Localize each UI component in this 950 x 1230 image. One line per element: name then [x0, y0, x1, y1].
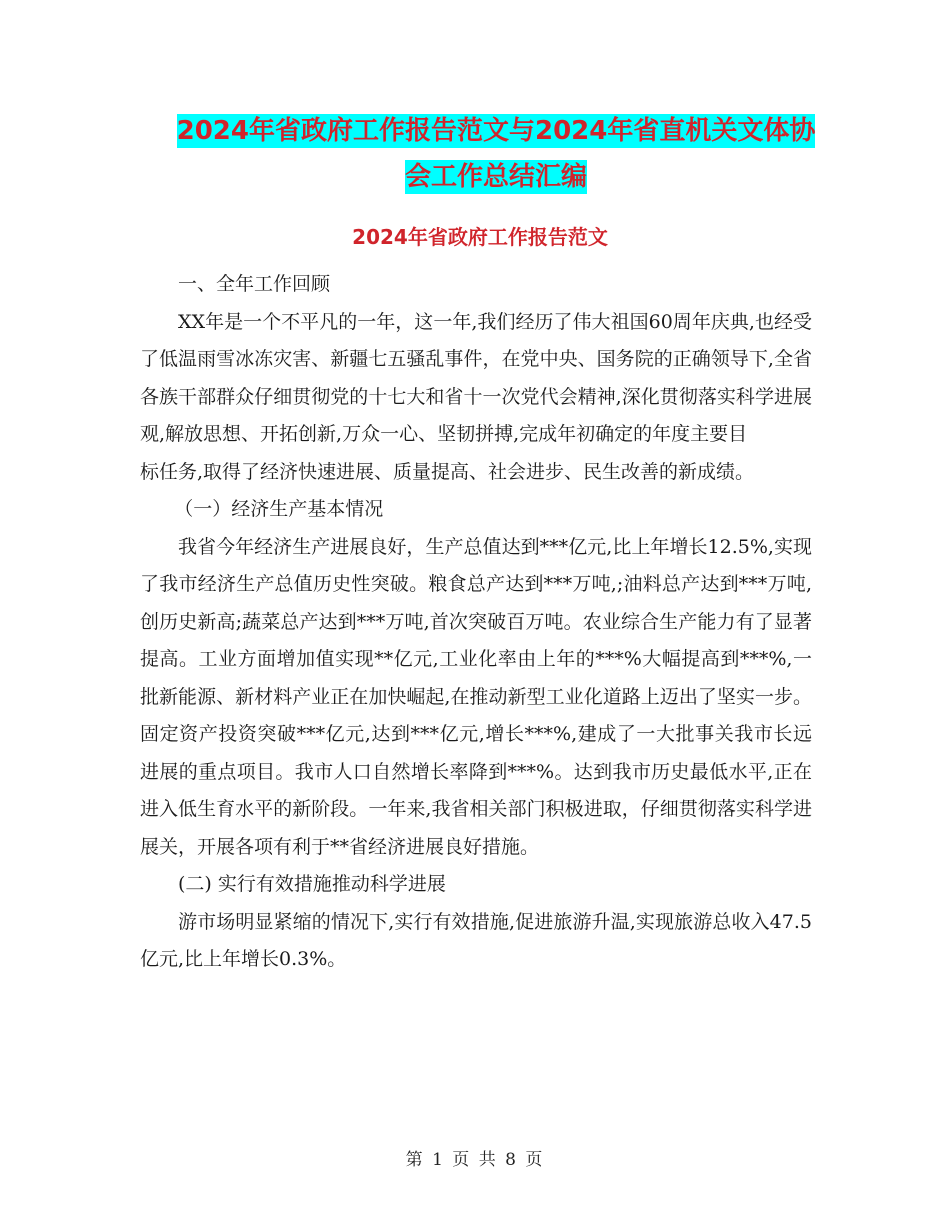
paragraph-intro-continued: 标任务,取得了经济快速进展、质量提高、社会进步、民生改善的新成绩。 — [140, 460, 755, 483]
section-title: 2024年省政府工作报告范文 — [352, 225, 608, 249]
document-title-line-2: 会工作总结汇编 — [404, 162, 587, 192]
document-body — [140, 266, 812, 979]
document-title-line-1: 2024年省政府工作报告范文与2024年省直机关文体协 — [176, 116, 816, 146]
heading-economic-situation: （一）经济生产基本情况 — [174, 498, 384, 520]
document-title — [140, 108, 852, 200]
heading-annual-review: 一、全年工作回顾 — [178, 273, 331, 295]
paragraph-intro: XX年是一个不平凡的一年，这一年,我们经历了伟大祖国60周年庆典,也经受了低温雨雪冰冻灾害、新疆七五骚乱事件，在党中央、国务院的正确领导下,全省各族干部群众仔细贯彻党的十七大和省十一次党代会精神,深化贯彻落实科学进展观,解放思想、开拓创新,万众一心、坚韧拼搏,完成年初确定的年度主要目 — [140, 310, 812, 445]
paragraph-tourism: 游市场明显紧缩的情况下,实行有效措施,促进旅游升温,实现旅游总收入47.5亿元,比上年增长0.3%。 — [140, 910, 812, 970]
heading-effective-measures: (二) 实行有效措施推动科学进展 — [178, 873, 446, 895]
page-number-footer: 第 1 页 共 8 页 — [405, 1150, 545, 1170]
paragraph-economic-situation: 我省今年经济生产进展良好，生产总值达到***亿元,比上年增长12.5%,实现了我市经济生产总值历史性突破。粮食总产达到***万吨,;油料总产达到***万吨,创历史新高;蔬菜总产达到***万吨,首次突破百万吨。农业综合生产能力有了显著提高。工业方面增加值实现**亿元,工业化率由上年的***%大幅提高到***%,一批新能源、新材料产业正在加快崛起,在推动新型工业化道路上迈出了坚实一步。固定资产投资突破***亿元,达到***亿元,增长***%,建成了一大批事关我市长远进展的重点项目。我市人口自然增长率降到***%。达到我市历史最低水平,正在进入低生育水平的新阶段。一年来,我省相关部门积极进取，仔细贯彻落实科学进展关，开展各项有利于**省经济进展良好措施。 — [140, 535, 812, 858]
